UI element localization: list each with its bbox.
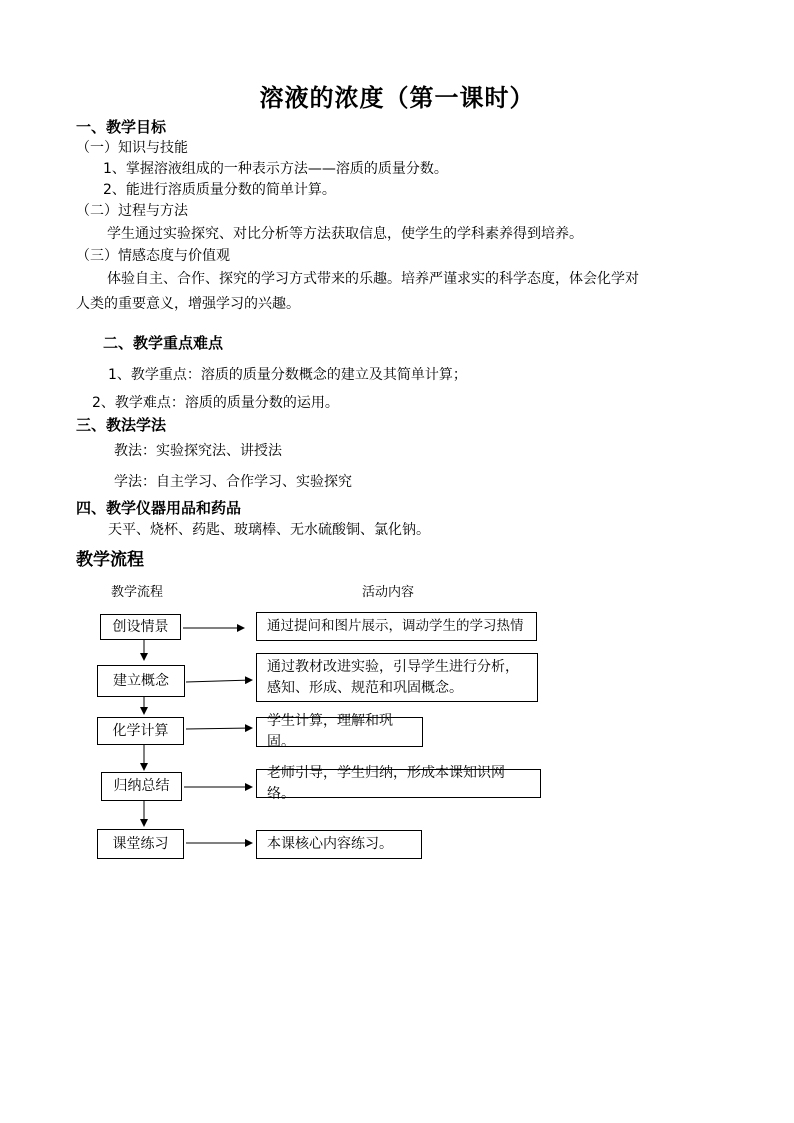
section-3-heading: 三、教法学法 [76,416,167,434]
flow-activity-3-box: 学生计算，理解和巩固。 [256,717,423,747]
s1-p3a: 体验自主、合作、探究的学习方式带来的乐趣。培养严谨求实的科学态度，体会化学对 [107,271,639,287]
s1-sub1: （一）知识与技能 [76,140,188,156]
flow-col-right-header: 活动内容 [362,585,415,600]
s1-p3b: 人类的重要意义，增强学习的兴趣。 [76,296,300,312]
s1-item2: 2、能进行溶质质量分数的简单计算。 [103,182,336,198]
s1-item1: 1、掌握溶液组成的一种表示方法——溶质的质量分数。 [103,161,448,177]
page-title: 溶液的浓度（第一课时） [259,83,535,112]
flow-activity-4-box: 老师引导，学生归纳，形成本课知识网络。 [256,769,541,798]
section-2-heading: 二、教学重点难点 [103,334,224,352]
flow-step-4-box: 归纳总结 [101,772,182,801]
flow-step-2-box: 建立概念 [97,665,185,697]
s2-item1: 1、教学重点：溶质的质量分数概念的建立及其简单计算； [108,367,467,383]
s2-item2: 2、教学难点：溶质的质量分数的运用。 [92,395,339,411]
flow-col-left-header: 教学流程 [111,585,164,600]
flow-activity-2-box: 通过教材改进实验，引导学生进行分析，感知、形成、规范和巩固概念。 [256,653,538,702]
flow-arrow-h-2 [186,680,252,682]
flow-step-3-box: 化学计算 [97,717,184,745]
s3-item2: 学法：自主学习、合作学习、实验探究 [114,474,352,490]
flow-arrow-h-3 [186,728,252,729]
flow-step-5-box: 课堂练习 [97,829,184,859]
flow-activity-1-box: 通过提问和图片展示，调动学生的学习热情 [256,612,537,641]
s4-item1: 天平、烧杯、药匙、玻璃棒、无水硫酸铜、氯化钠。 [108,522,430,538]
flow-title: 教学流程 [76,550,144,570]
s3-item1: 教法：实验探究法、讲授法 [114,443,282,459]
flow-activity-5-box: 本课核心内容练习。 [256,830,422,859]
flow-step-1-box: 创设情景 [100,614,181,640]
section-1-heading: 一、教学目标 [76,118,167,136]
section-4-heading: 四、教学仪器用品和药品 [76,499,242,517]
s1-sub3: （三）情感态度与价值观 [76,248,230,264]
s1-sub2: （二）过程与方法 [76,203,188,219]
s1-p2: 学生通过实验探究、对比分析等方法获取信息，使学生的学科素养得到培养。 [107,226,583,242]
